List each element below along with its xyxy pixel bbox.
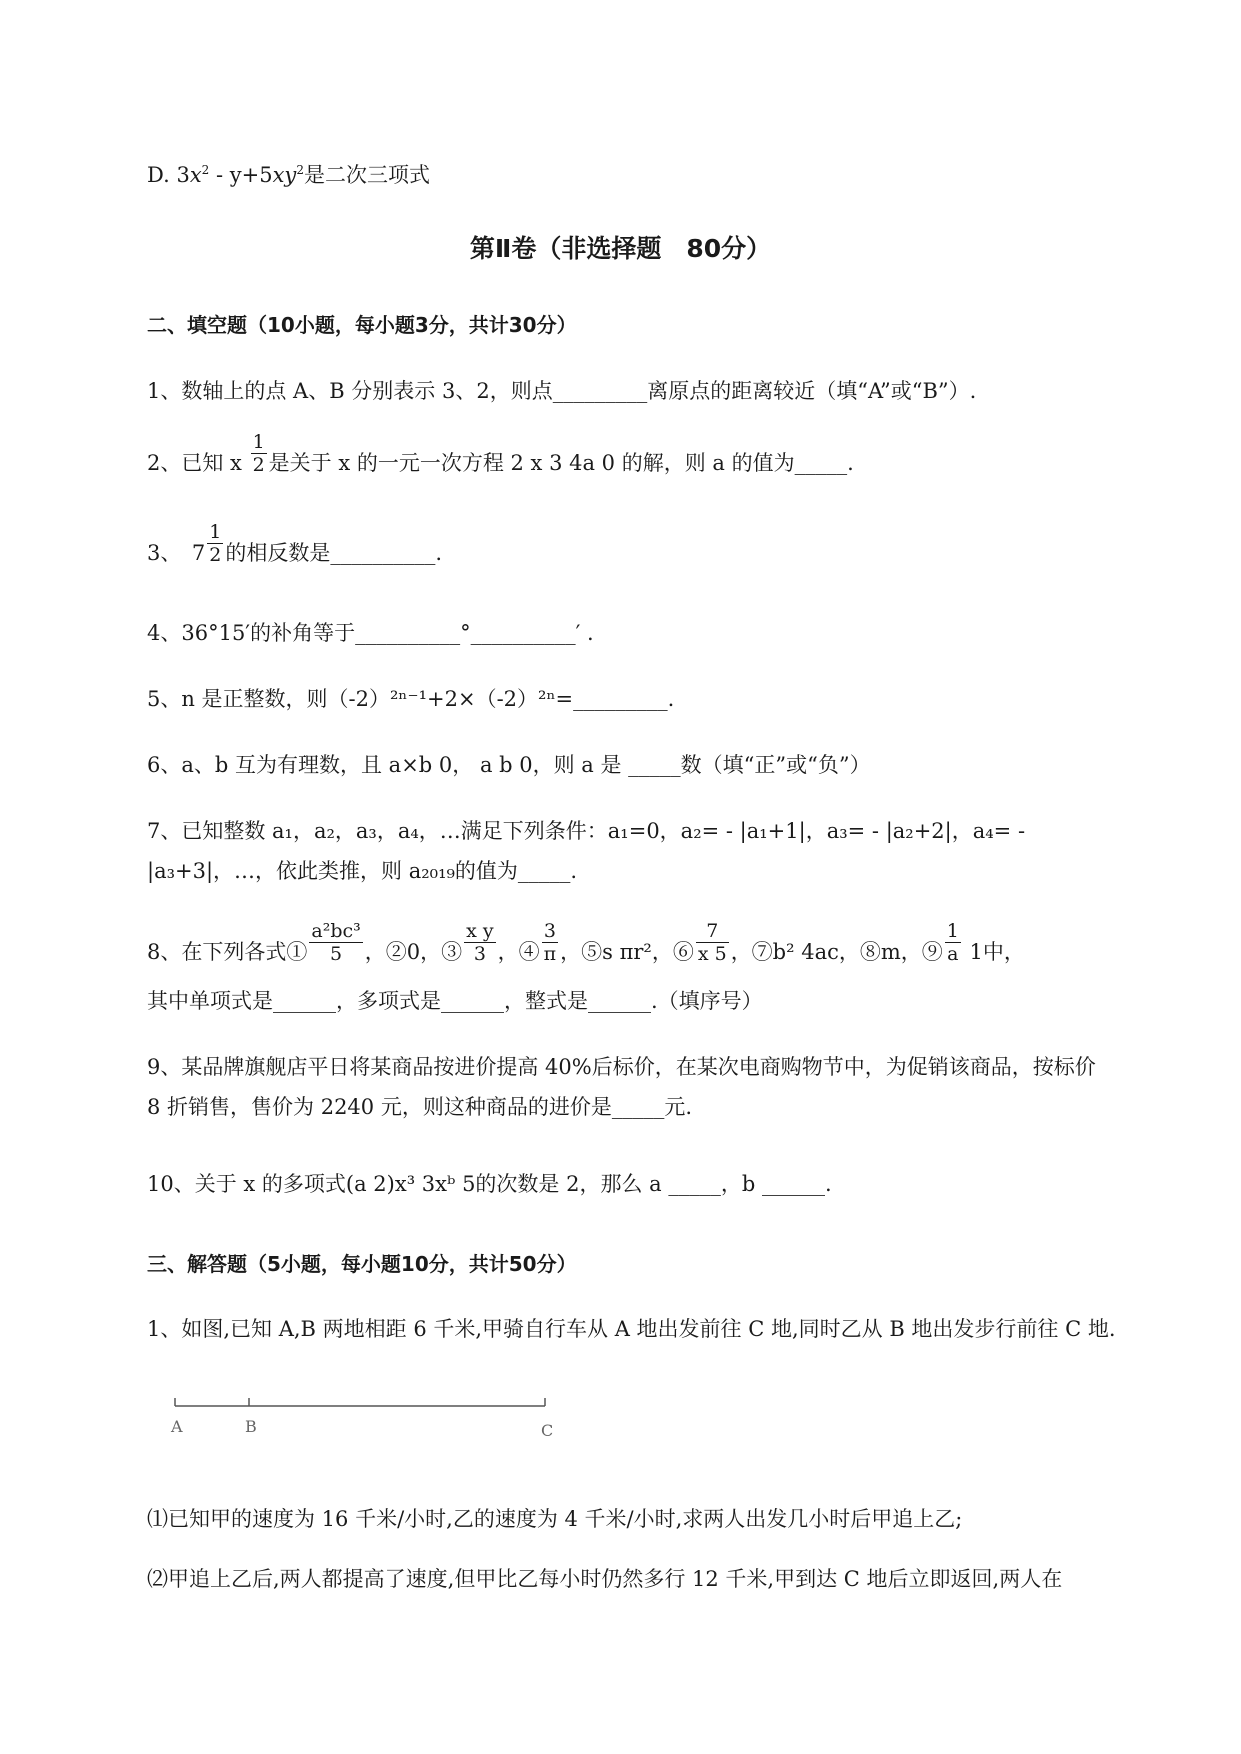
answer-sub-1: ⑴已知甲的速度为 16 千米/小时,乙的速度为 4 千米/小时,求两人出发几小时后甲追上乙; xyxy=(147,1507,963,1531)
q8-text: 1中， xyxy=(962,940,1025,964)
denominator: 3 xyxy=(473,943,486,965)
denominator: 5 xyxy=(330,943,343,965)
denominator: x 5 xyxy=(697,943,727,965)
fraction xyxy=(945,920,961,965)
question-8 xyxy=(147,920,1025,966)
exp: 2 xyxy=(296,163,304,177)
q2-text: 是关于 x 的一元一次方程 2 x 3 4a 0 的解，则 a 的值为_____. xyxy=(268,451,854,475)
numerator: 7 xyxy=(696,920,729,943)
number-line-diagram xyxy=(165,1388,565,1448)
question-7-line-1: 7、已知整数 a₁，a₂，a₃，a₄，…满足下列条件：a₁=0，a₂= - |a₁+1|，a₃= - |a₂+2|，a₄= - xyxy=(147,819,1026,843)
option-label: D. xyxy=(147,163,170,187)
fraction xyxy=(251,431,267,476)
q2-text: 2、已知 x xyxy=(147,451,249,475)
question-7-line-2: |a₃+3|，…，依此类推，则 a₂₀₁₉的值为_____. xyxy=(147,859,578,883)
question-5: 5、n 是正整数，则（-2）²ⁿ⁻¹+2×（-2）²ⁿ=_________. xyxy=(147,687,675,711)
question-10: 10、关于 x 的多项式(a 2)x³ 3xᵇ 5的次数是 2，那么 a _____，b ______. xyxy=(147,1172,832,1196)
question-4: 4、36°15′的补角等于__________°__________′ . xyxy=(147,621,594,645)
q8-text: ，②0，③ xyxy=(364,940,463,964)
denominator: a xyxy=(947,943,959,965)
denominator: 2 xyxy=(252,454,265,476)
numerator: 3 xyxy=(542,920,559,943)
answer-question-1: 1、如图,已知 A,B 两地相距 6 千米,甲骑自行车从 A 地出发前往 C 地,同时乙从 B 地出发步行前往 C 地. xyxy=(147,1317,1116,1341)
label-b: B xyxy=(245,1417,257,1436)
fill-section-heading: 二、填空题（10小题，每小题3分，共计30分） xyxy=(147,313,577,337)
denominator: π xyxy=(543,943,557,965)
var-xy: xy xyxy=(272,163,297,187)
question-1: 1、数轴上的点 A、B 分别表示 3、2，则点_________离原点的距离较近（填“A”或“B”）. xyxy=(147,379,977,403)
q8-text: 8、在下列各式① xyxy=(147,940,308,964)
question-8-line-2: 其中单项式是______，多项式是______，整式是______.（填序号） xyxy=(147,989,763,1013)
section-title: 第Ⅱ卷（非选择题 80分） xyxy=(469,234,772,263)
q3-text: 3、 7 xyxy=(147,541,206,565)
q8-text: ，⑤s πr²，⑥ xyxy=(560,940,694,964)
numerator: x y xyxy=(466,920,494,942)
fraction xyxy=(542,920,559,965)
var-x: x xyxy=(189,163,202,187)
fraction xyxy=(696,920,729,965)
numerator: a²bc³ xyxy=(311,920,361,942)
q3-text: 的相反数是__________. xyxy=(225,541,443,565)
question-9-line-2: 8 折销售，售价为 2240 元，则这种商品的进价是_____元. xyxy=(147,1095,693,1119)
fraction xyxy=(207,521,223,566)
denominator: 2 xyxy=(209,544,222,566)
q8-text: ，⑦b² 4ac，⑧m，⑨ xyxy=(730,940,943,964)
fraction xyxy=(309,920,362,965)
fraction xyxy=(464,920,496,965)
answer-section-heading: 三、解答题（5小题，每小题10分，共计50分） xyxy=(147,1252,577,1276)
label-c: C xyxy=(541,1421,554,1440)
label-a: A xyxy=(171,1417,183,1436)
question-9-line-1: 9、某品牌旗舰店平日将某商品按进价提高 40%后标价，在某次电商购物节中，为促销该商品，按标价 xyxy=(147,1055,1096,1079)
numerator: 1 xyxy=(252,431,265,453)
option-tail: 是二次三项式 xyxy=(303,163,430,187)
option-d xyxy=(147,156,430,189)
exp: 2 xyxy=(201,163,210,177)
question-6: 6、a、b 互为有理数，且 a×b 0， a b 0，则 a 是 _____数（填“正”或“负”） xyxy=(147,753,871,777)
q8-text: ，④ xyxy=(497,940,540,964)
answer-sub-2: ⑵甲追上乙后,两人都提高了速度,但甲比乙每小时仍然多行 12 千米,甲到达 C 地后立即返回,两人在 xyxy=(147,1567,1063,1591)
question-3 xyxy=(147,521,443,567)
numerator: 1 xyxy=(946,920,959,942)
question-2 xyxy=(147,431,854,477)
option-text: 3 xyxy=(176,163,190,187)
option-text: - y+5 xyxy=(209,163,273,187)
numerator: 1 xyxy=(209,521,222,543)
